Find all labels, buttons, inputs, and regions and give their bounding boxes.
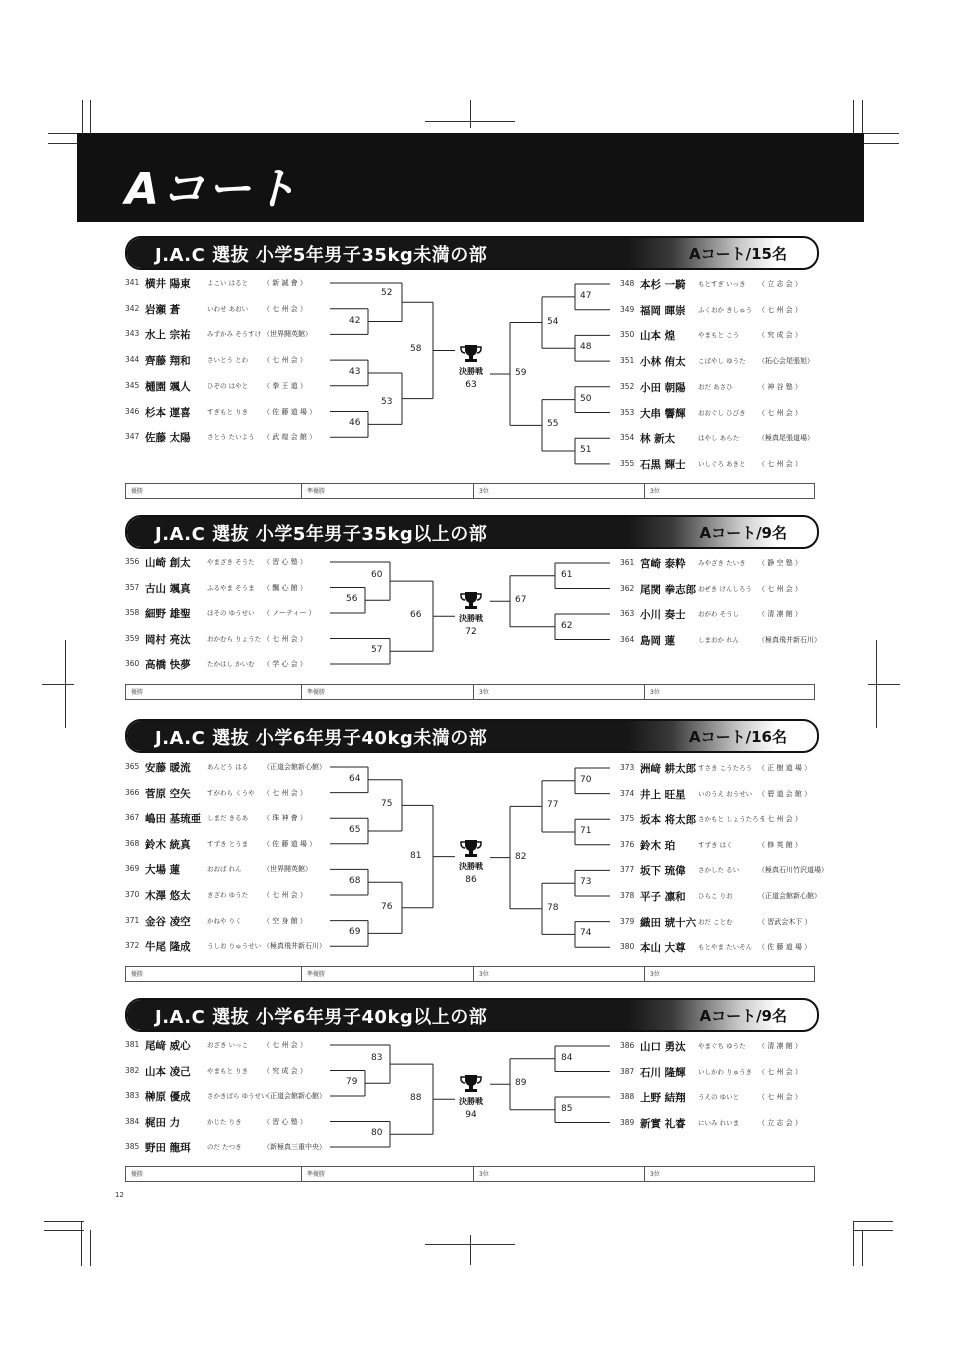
competitor-number: 367 [125, 813, 140, 823]
competitor-name: 水上 宗祐 [145, 329, 191, 342]
competitor-reading: みやざき たいき [698, 559, 746, 567]
competitor-name: 本杉 一騎 [640, 279, 686, 291]
match-number: 77 [547, 800, 559, 811]
results-label: 3位 [650, 971, 660, 978]
division-count: Aコート/15名 [689, 245, 787, 263]
competitor-club: （ ノーティー ） [263, 609, 316, 617]
match-number: 80 [371, 1128, 383, 1139]
competitor-club: （正道会館新心館） [263, 763, 326, 771]
competitor-name: 安藤 暖流 [145, 762, 191, 774]
competitor-name: 小田 朝陽 [640, 381, 686, 394]
competitor-club: （世界闘英館） [263, 865, 312, 874]
competitor-number: 369 [125, 864, 140, 874]
match-number: 51 [580, 445, 592, 456]
competitor-number: 376 [620, 839, 635, 849]
competitor-name: 石黒 輝士 [640, 458, 686, 471]
competitor-club: （ 習武会木下 ） [758, 917, 812, 926]
competitor-club: （極真飛井新石川） [758, 635, 821, 644]
competitor-reading: おだ あさひ [698, 382, 733, 391]
competitor-number: 350 [620, 330, 635, 340]
competitor-number: 381 [125, 1040, 140, 1049]
competitor-reading: よこい はると [207, 279, 249, 287]
competitor-reading: はやし あらた [698, 434, 740, 443]
competitor-reading: きざわ ゆうた [207, 891, 249, 899]
competitor-number: 353 [620, 407, 635, 417]
competitor-number: 368 [125, 838, 140, 848]
competitor-club: （ 七 州 会 ） [263, 891, 307, 899]
match-number: 54 [547, 316, 559, 327]
results-label: 準優勝 [307, 971, 326, 978]
competitor-name: 牛尾 隆成 [145, 941, 191, 954]
competitor-name: 小林 侑太 [640, 356, 686, 369]
match-number: 48 [580, 342, 592, 353]
competitor-name: 木澤 悠太 [145, 890, 191, 902]
competitor-club: （ 七 州 会 ） [758, 459, 802, 468]
competitor-club: （ 究 成 会 ） [758, 331, 802, 340]
competitor-reading: いのうえ おうせい [698, 789, 753, 798]
match-number: 43 [349, 366, 361, 377]
match-number: 76 [381, 901, 393, 912]
competitor-reading: すぎもと りき [207, 407, 249, 416]
competitor-club: （ 七 州 会 ） [758, 408, 802, 417]
final-match-number: 63 [465, 380, 477, 391]
competitor-number: 366 [125, 787, 140, 797]
competitor-number: 345 [125, 380, 140, 390]
competitor-name: 菅原 空矢 [145, 787, 191, 800]
competitor-reading: かじた りき [207, 1117, 242, 1126]
competitor-number: 355 [620, 458, 635, 468]
competitor-reading: おがわ そうし [698, 610, 740, 618]
competitor-name: 尾﨑 威心 [145, 1040, 191, 1052]
match-number: 53 [381, 396, 393, 407]
competitor-club: （ 修 英 館 ） [758, 840, 802, 849]
results-label: 3位 [479, 488, 489, 495]
final-label: 決勝戦 [459, 862, 483, 872]
competitor-number: 354 [620, 433, 635, 443]
match-number: 61 [561, 569, 573, 580]
competitor-name: 山崎 創太 [145, 557, 191, 569]
competitor-club: （ 七 州 会 ） [758, 815, 802, 824]
competitor-club: （ 拳 王 道 ） [263, 381, 307, 390]
competitor-name: 林 新太 [640, 433, 676, 446]
competitor-club: （ 佐 藤 道 場 ） [758, 943, 812, 952]
competitor-number: 382 [125, 1065, 140, 1075]
competitor-number: 356 [125, 557, 140, 566]
match-number: 73 [580, 877, 592, 888]
competitor-name: 嶋田 基琉亜 [145, 813, 202, 826]
results-label: 準優勝 [307, 1171, 326, 1178]
competitor-club: （ 新 誠 會 ） [263, 279, 307, 287]
competitor-club: （ 習 心 塾 ） [263, 1117, 307, 1126]
competitor-reading: にいみ れいま [698, 1118, 740, 1127]
match-number: 78 [547, 902, 559, 913]
division-title: J.A.C 選抜 小学5年男子35kg未満の部 [155, 245, 488, 266]
competitor-name: 杉本 運喜 [145, 406, 191, 419]
match-number: 60 [371, 570, 383, 581]
competitor-club: （ 立 志 会 ） [758, 1118, 802, 1127]
competitor-reading: おかむら りょうた [207, 634, 262, 643]
competitor-name: 野田 龍珥 [145, 1142, 191, 1154]
match-number: 46 [349, 418, 361, 429]
competitor-name: 鈴木 珀 [640, 839, 676, 852]
competitor-name: 坂本 将太郎 [640, 814, 697, 827]
competitor-number: 377 [620, 865, 635, 875]
competitor-number: 378 [620, 891, 635, 900]
competitor-name: 金谷 凌空 [145, 915, 191, 928]
match-number: 74 [580, 928, 592, 939]
competitor-club: （正道会館新心館） [263, 1092, 326, 1100]
competitor-reading: すずき とうま [207, 839, 249, 848]
competitor-club: （極真飛井新石川） [263, 942, 326, 951]
competitor-club: （ 静 空 塾 ） [758, 559, 802, 567]
competitor-club: （ 学 心 会 ） [263, 660, 307, 668]
competitor-name: 小川 奏士 [640, 609, 686, 621]
competitor-name: 佐藤 太陽 [145, 432, 191, 445]
competitor-club: （極真尾張道場） [758, 434, 814, 443]
competitor-reading: ふくおか きしゅう [698, 305, 753, 314]
match-number: 79 [346, 1077, 358, 1088]
competitor-club: （ 碧 道 会 館 ） [758, 789, 812, 798]
match-number: 64 [349, 773, 361, 784]
competitor-club: （ 七 州 会 ） [263, 304, 307, 313]
competitor-number: 352 [620, 381, 635, 391]
competitor-club: （ 清 凛 館 ） [758, 1042, 802, 1050]
competitor-club: （ 七 州 会 ） [263, 788, 307, 797]
competitor-number: 343 [125, 329, 140, 339]
competitor-number: 363 [620, 609, 635, 618]
competitor-club: （ 空 身 館 ） [263, 916, 307, 925]
competitor-reading: もとやま たいそん [698, 943, 753, 952]
competitor-number: 348 [620, 279, 635, 288]
competitor-number: 389 [620, 1117, 635, 1127]
match-number: 83 [371, 1053, 383, 1064]
competitor-name: 山口 勇汰 [640, 1041, 686, 1053]
competitor-club: （ 飄 心 館 ） [263, 583, 307, 592]
match-number: 50 [580, 393, 592, 404]
match-number: 56 [346, 594, 358, 605]
results-label: 3位 [479, 689, 489, 696]
competitor-reading: こばやし ゆうた [698, 357, 746, 366]
competitor-number: 358 [125, 608, 140, 617]
match-number: 85 [561, 1103, 573, 1114]
results-label: 優勝 [131, 488, 144, 495]
competitor-club: （ 佐 藤 道 場 ） [263, 839, 317, 848]
competitor-reading: みずかみ そうすけ [207, 330, 262, 339]
competitor-club: （ 七 州 会 ） [758, 1093, 802, 1101]
match-number: 75 [381, 799, 393, 810]
competitor-club: （ 七 州 会 ） [263, 1041, 307, 1049]
final-label: 決勝戦 [459, 1096, 483, 1106]
competitor-reading: いわせ あおい [207, 304, 249, 313]
competitor-number: 373 [620, 763, 635, 772]
competitor-number: 384 [125, 1116, 140, 1126]
match-number: 69 [349, 927, 361, 938]
competitor-name: 山本 煌 [640, 330, 676, 343]
competitor-club: （ 七 州 会 ） [758, 305, 802, 314]
results-label: 優勝 [131, 689, 144, 696]
competitor-reading: あんどう はる [207, 763, 249, 771]
competitor-name: 横井 陽東 [145, 278, 191, 290]
competitor-number: 347 [125, 432, 140, 442]
competitor-number: 344 [125, 355, 140, 365]
competitor-reading: うしお りゅうせい [207, 942, 262, 951]
results-label: 3位 [650, 689, 660, 696]
competitor-number: 359 [125, 633, 140, 643]
competitor-number: 362 [620, 583, 635, 593]
competitor-name: 井上 旺星 [640, 788, 686, 801]
competitor-club: （ 武 煌 会 館 ） [263, 433, 317, 442]
competitor-club: （ 正 樹 道 場 ） [758, 764, 812, 772]
competitor-club: （ 佐 藤 道 場 ） [263, 407, 317, 416]
results-label: 準優勝 [307, 488, 326, 495]
final-label: 決勝戦 [459, 367, 483, 377]
competitor-club: （新極真三重中央） [263, 1143, 326, 1151]
competitor-reading: すがわら くうや [207, 788, 255, 797]
division-title: J.A.C 選抜 小学6年男子40kg未満の部 [155, 728, 488, 749]
competitor-name: 岩瀬 蒼 [145, 303, 181, 316]
match-number: 70 [580, 774, 592, 785]
competitor-name: 島岡 蓮 [640, 634, 676, 647]
competitor-name: 本山 大尊 [640, 942, 686, 955]
match-number: 67 [515, 595, 527, 606]
results-label: 3位 [650, 1171, 660, 1178]
competitor-name: 宮崎 泰粋 [640, 558, 686, 570]
competitor-reading: やまぐち ゆうた [698, 1042, 746, 1050]
competitor-reading: やまもと りき [207, 1066, 249, 1075]
competitor-name: 梶田 力 [145, 1116, 181, 1129]
competitor-reading: いしかわ りゅうき [698, 1067, 753, 1076]
competitor-name: 大場 蓮 [145, 864, 181, 877]
competitor-club: （ 神 谷 塾 ） [758, 382, 802, 391]
division-count: Aコート/9名 [699, 1007, 787, 1025]
competitor-reading: さとう たいよう [207, 433, 255, 442]
final-label: 決勝戦 [459, 613, 483, 623]
competitor-name: 樋園 颯人 [145, 380, 191, 393]
competitor-reading: さかきばら ゆうせい [207, 1092, 268, 1100]
competitor-club: （世界闘英館） [263, 330, 312, 339]
competitor-number: 383 [125, 1091, 140, 1100]
division-title: J.A.C 選抜 小学5年男子35kg以上の部 [155, 524, 488, 545]
competitor-reading: さかもと しょうたろう [698, 815, 766, 824]
match-number: 84 [561, 1052, 573, 1063]
competitor-club: （正道会館新心館） [758, 892, 821, 900]
match-number: 55 [547, 419, 559, 430]
competitor-reading: ひらこ りお [698, 892, 733, 900]
competitor-reading: かねや りく [207, 916, 242, 925]
competitor-reading: おざき いっこ [207, 1041, 249, 1049]
competitor-number: 370 [125, 890, 140, 899]
match-number: 57 [371, 645, 383, 656]
competitor-number: 357 [125, 582, 140, 592]
competitor-name: 福岡 暉崇 [640, 304, 686, 317]
division-count: Aコート/16名 [689, 728, 787, 746]
competitor-name: 上野 結翔 [640, 1092, 686, 1104]
match-number: 89 [515, 1078, 527, 1089]
competitor-name: 新實 礼睿 [640, 1117, 686, 1130]
competitor-name: 高橋 快夢 [145, 659, 191, 671]
competitor-club: （ 七 州 会 ） [758, 1067, 802, 1076]
competitor-name: 洲﨑 耕太郎 [640, 763, 697, 775]
competitor-reading: ふるやま そうま [207, 583, 255, 592]
competitor-number: 385 [125, 1142, 140, 1151]
division-title: J.A.C 選抜 小学6年男子40kg以上の部 [155, 1007, 488, 1028]
competitor-reading: おおば れん [207, 865, 242, 874]
results-label: 優勝 [131, 971, 144, 978]
final-match-number: 86 [465, 875, 477, 886]
match-number: 65 [349, 825, 361, 835]
competitor-reading: おだ ことむ [698, 917, 733, 926]
competitor-name: 古山 颯真 [145, 582, 191, 595]
competitor-reading: すずき はく [698, 840, 733, 849]
competitor-name: 尾関 拳志郎 [640, 583, 697, 596]
competitor-name: 細野 雄聖 [145, 608, 191, 620]
results-label: 3位 [479, 1171, 489, 1178]
competitor-reading: おおぐし ひびき [698, 408, 746, 417]
competitor-number: 374 [620, 788, 635, 798]
match-number: 47 [580, 290, 592, 301]
competitor-name: 坂下 琉偉 [640, 865, 686, 878]
match-number: 68 [349, 876, 361, 887]
competitor-name: 鈴木 統真 [145, 838, 191, 851]
page-number: 12 [115, 1191, 124, 1199]
competitor-number: 365 [125, 762, 140, 771]
competitor-number: 361 [620, 558, 635, 567]
competitor-reading: ほその ゆうせい [207, 609, 255, 617]
competitor-reading: やまもと こう [698, 331, 740, 340]
competitor-reading: いしぐろ あきと [698, 459, 746, 468]
match-number: 82 [515, 851, 527, 862]
competitor-reading: すさき こうたろう [698, 764, 753, 772]
competitor-reading: さいとう とわ [207, 356, 249, 365]
match-number: 88 [410, 1093, 422, 1104]
match-number: 66 [410, 610, 422, 621]
competitor-number: 371 [125, 915, 140, 925]
competitor-number: 379 [620, 916, 635, 926]
competitor-name: 大串 響輝 [640, 407, 686, 420]
competitor-number: 342 [125, 303, 140, 313]
competitor-number: 349 [620, 304, 635, 314]
competitor-number: 387 [620, 1066, 635, 1076]
court-title: Aコート [125, 164, 300, 215]
competitor-number: 388 [620, 1092, 635, 1101]
match-number: 62 [561, 620, 573, 631]
competitor-reading: もとすぎ いっき [698, 280, 746, 288]
competitor-reading: さかした るい [698, 866, 740, 875]
division-count: Aコート/9名 [699, 524, 787, 542]
match-number: 71 [580, 826, 592, 836]
competitor-name: 榊原 優成 [145, 1091, 191, 1103]
match-number: 59 [515, 367, 527, 378]
competitor-reading: のだ たつき [207, 1143, 242, 1151]
match-number: 42 [349, 315, 361, 326]
results-label: 3位 [650, 488, 660, 495]
competitor-club: （拓心会尾張旭） [758, 357, 814, 366]
final-match-number: 94 [465, 1109, 477, 1120]
competitor-club: （ 七 州 会 ） [758, 584, 802, 593]
competitor-number: 375 [620, 814, 635, 824]
match-number: 52 [381, 288, 393, 299]
competitor-number: 360 [125, 659, 140, 668]
competitor-reading: おぜき けんしろう [698, 584, 752, 593]
competitor-club: （ 七 州 会 ） [263, 634, 307, 643]
competitor-reading: しまだ きるあ [207, 814, 249, 823]
competitor-club: （ 立 志 会 ） [758, 280, 802, 288]
competitor-reading: ひぞの はやと [207, 381, 249, 390]
competitor-number: 364 [620, 634, 635, 644]
competitor-club: （ 究 成 会 ） [263, 1066, 307, 1075]
competitor-club: （ 七 州 会 ） [263, 356, 307, 365]
competitor-club: （ 珠 神 會 ） [263, 814, 307, 823]
competitor-name: 平子 凛和 [640, 891, 686, 903]
competitor-reading: たかはし かいむ [207, 660, 255, 668]
competitor-number: 386 [620, 1041, 635, 1050]
competitor-number: 372 [125, 941, 140, 951]
results-label: 準優勝 [307, 689, 326, 696]
competitor-reading: しまおか れん [698, 635, 740, 644]
final-match-number: 72 [465, 626, 477, 637]
competitor-club: （極真石川竹沢道場） [758, 866, 828, 875]
competitor-name: 山本 凌己 [145, 1065, 191, 1078]
competitor-name: 岡村 亮汰 [145, 633, 191, 646]
results-label: 優勝 [131, 1171, 144, 1178]
competitor-number: 341 [125, 278, 140, 287]
results-label: 3位 [479, 971, 489, 978]
competitor-name: 織田 琥十六 [640, 916, 697, 929]
competitor-number: 380 [620, 942, 635, 952]
competitor-number: 351 [620, 356, 635, 366]
competitor-name: 石川 隆輝 [640, 1066, 686, 1079]
competitor-reading: やまざき そうた [207, 558, 255, 566]
competitor-number: 346 [125, 406, 140, 416]
match-number: 81 [410, 850, 422, 861]
competitor-club: （ 習 心 塾 ） [263, 558, 307, 566]
competitor-club: （ 清 凛 館 ） [758, 610, 802, 618]
competitor-name: 齊藤 翔和 [145, 355, 191, 368]
competitor-reading: うえの ゆいと [698, 1093, 740, 1101]
match-number: 58 [410, 344, 422, 355]
